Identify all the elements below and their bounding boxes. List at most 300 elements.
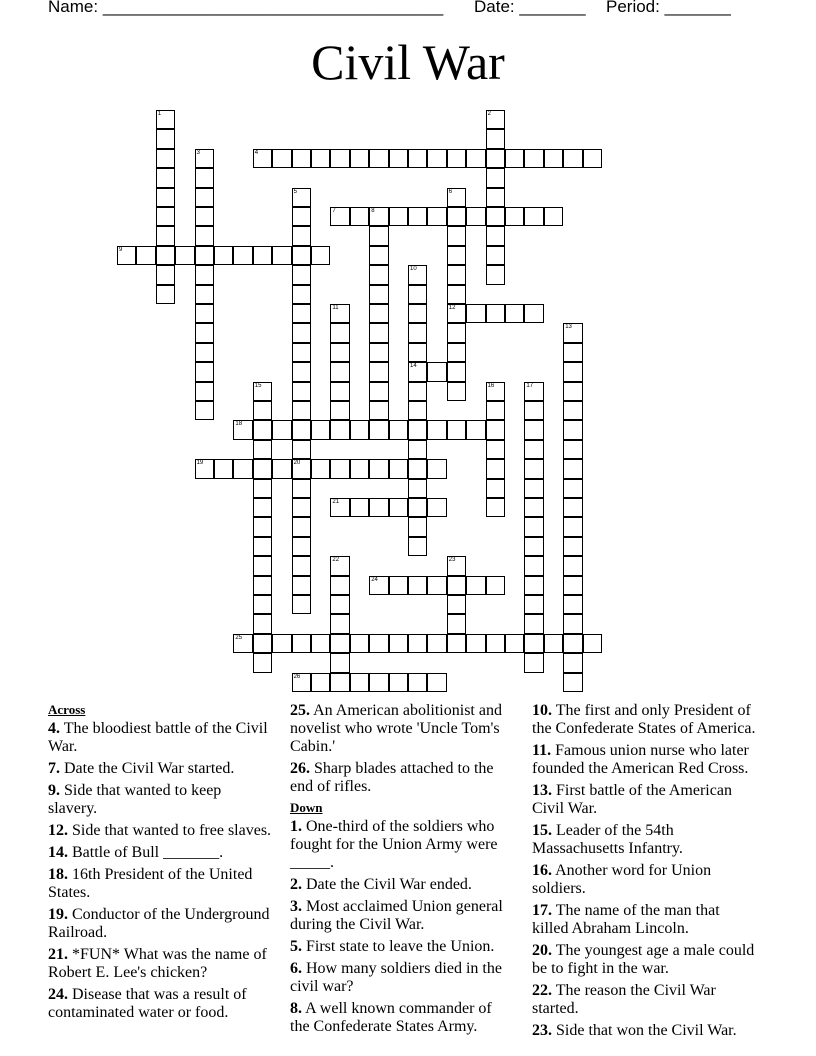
crossword-cell[interactable] — [447, 188, 466, 207]
crossword-cell[interactable] — [563, 382, 582, 401]
crossword-cell[interactable] — [156, 285, 175, 304]
crossword-cell[interactable] — [486, 110, 505, 129]
crossword-cell[interactable] — [330, 595, 349, 614]
crossword-cell[interactable] — [408, 265, 427, 284]
crossword-cell[interactable] — [253, 401, 272, 420]
crossword-cell[interactable] — [447, 420, 466, 439]
crossword-cell[interactable] — [350, 498, 369, 517]
crossword-cell[interactable] — [292, 576, 311, 595]
crossword-cell[interactable] — [524, 382, 543, 401]
crossword-cell[interactable] — [486, 246, 505, 265]
crossword-cell[interactable] — [389, 498, 408, 517]
crossword-cell[interactable] — [427, 576, 446, 595]
crossword-cell[interactable] — [369, 304, 388, 323]
crossword-cell[interactable] — [427, 459, 446, 478]
crossword-cell[interactable] — [330, 207, 349, 226]
crossword-cell[interactable] — [486, 634, 505, 653]
crossword-cell[interactable] — [330, 634, 349, 653]
crossword-cell[interactable] — [563, 420, 582, 439]
crossword-cell[interactable] — [330, 576, 349, 595]
crossword-cell[interactable] — [330, 498, 349, 517]
crossword-cell[interactable] — [505, 634, 524, 653]
name-blank[interactable]: ____________________________________ — [102, 0, 444, 16]
crossword-cell[interactable] — [156, 188, 175, 207]
crossword-cell[interactable] — [486, 440, 505, 459]
crossword-cell[interactable] — [563, 362, 582, 381]
crossword-cell[interactable] — [292, 401, 311, 420]
crossword-cell[interactable] — [486, 382, 505, 401]
clue-number: 3 — [196, 149, 200, 156]
clue-number: 8. — [290, 1000, 302, 1017]
crossword-cell[interactable] — [330, 401, 349, 420]
crossword-cell[interactable] — [292, 304, 311, 323]
crossword-cell[interactable] — [486, 265, 505, 284]
crossword-cell[interactable] — [195, 323, 214, 342]
crossword-cell[interactable] — [369, 401, 388, 420]
crossword-cell[interactable] — [156, 246, 175, 265]
crossword-cell[interactable] — [369, 362, 388, 381]
crossword-cell[interactable] — [563, 517, 582, 536]
crossword-cell[interactable] — [330, 343, 349, 362]
crossword-cell[interactable] — [524, 459, 543, 478]
crossword-cell[interactable] — [292, 343, 311, 362]
crossword-cell[interactable] — [447, 576, 466, 595]
crossword-cell[interactable] — [253, 479, 272, 498]
crossword-cell[interactable] — [292, 188, 311, 207]
crossword-cell[interactable] — [350, 634, 369, 653]
crossword-cell[interactable] — [524, 207, 543, 226]
clue-text: Battle of Bull _______. — [68, 844, 224, 861]
clue-number: 22. — [532, 982, 552, 999]
crossword-cell[interactable] — [524, 304, 543, 323]
crossword-cell[interactable] — [156, 226, 175, 245]
crossword-cell[interactable] — [447, 304, 466, 323]
crossword-cell[interactable] — [486, 207, 505, 226]
crossword-cell[interactable] — [524, 634, 543, 653]
crossword-cell[interactable] — [563, 653, 582, 672]
crossword-cell[interactable] — [544, 207, 563, 226]
crossword-cell[interactable] — [330, 362, 349, 381]
crossword-cell[interactable] — [233, 246, 252, 265]
crossword-cell[interactable] — [330, 304, 349, 323]
crossword-cell[interactable] — [427, 498, 446, 517]
clue-number: 5. — [290, 938, 302, 955]
crossword-cell[interactable] — [486, 226, 505, 245]
crossword-cell[interactable] — [408, 498, 427, 517]
clue-number: 1 — [157, 111, 162, 117]
crossword-cell[interactable] — [486, 129, 505, 148]
crossword-cell[interactable] — [253, 653, 272, 672]
crossword-cell[interactable] — [292, 382, 311, 401]
crossword-cell[interactable] — [369, 323, 388, 342]
crossword-cell[interactable] — [486, 420, 505, 439]
crossword-cell[interactable] — [292, 226, 311, 245]
crossword-cell[interactable] — [563, 537, 582, 556]
crossword-cell[interactable] — [408, 440, 427, 459]
crossword-cell[interactable] — [389, 576, 408, 595]
crossword-cell[interactable] — [447, 149, 466, 168]
crossword-cell[interactable] — [389, 459, 408, 478]
clue-number: 8 — [371, 208, 375, 214]
crossword-cell[interactable] — [292, 246, 311, 265]
clue-item — [290, 938, 515, 956]
crossword-cell[interactable] — [195, 265, 214, 284]
crossword-cell[interactable] — [253, 459, 272, 478]
crossword-cell[interactable] — [524, 595, 543, 614]
crossword-cell[interactable] — [214, 246, 233, 265]
crossword-cell[interactable] — [292, 149, 311, 168]
crossword-cell[interactable] — [369, 285, 388, 304]
crossword-cell[interactable] — [311, 149, 330, 168]
crossword-cell[interactable] — [292, 673, 311, 692]
crossword-cell[interactable] — [524, 576, 543, 595]
crossword-cell[interactable] — [563, 614, 582, 633]
crossword-cell[interactable] — [408, 285, 427, 304]
crossword-cell[interactable] — [253, 614, 272, 633]
crossword-cell[interactable] — [195, 226, 214, 245]
clue-text: Leader of the 54th Massachusetts Infantry. — [532, 822, 683, 857]
crossword-cell[interactable] — [447, 226, 466, 245]
crossword-cell[interactable] — [447, 343, 466, 362]
crossword-cell[interactable] — [253, 382, 272, 401]
crossword-cell[interactable] — [156, 265, 175, 284]
crossword-cell[interactable] — [369, 149, 388, 168]
crossword-cell[interactable] — [447, 382, 466, 401]
crossword-cell[interactable] — [214, 459, 233, 478]
crossword-cell[interactable] — [447, 323, 466, 342]
clue-number: 9 — [119, 246, 123, 253]
crossword-cell[interactable] — [466, 304, 485, 323]
crossword-cell[interactable] — [466, 634, 485, 653]
clue-text: *FUN* What was the name of Robert E. Lee's chicken? — [48, 946, 267, 981]
crossword-cell[interactable] — [272, 246, 291, 265]
clue-column-2 — [290, 702, 515, 1040]
crossword-cell[interactable] — [486, 168, 505, 187]
crossword-cell[interactable] — [292, 285, 311, 304]
clue-number: 4. — [48, 720, 60, 737]
crossword-cell[interactable] — [330, 614, 349, 633]
date-label: Date: — [474, 0, 515, 16]
crossword-cell[interactable] — [563, 401, 582, 420]
crossword-cell[interactable] — [389, 420, 408, 439]
crossword-cell[interactable] — [447, 246, 466, 265]
clue-text: Sharp blades attached to the end of rifles. — [290, 760, 494, 795]
crossword-cell[interactable] — [524, 498, 543, 517]
crossword-cell[interactable] — [292, 479, 311, 498]
crossword-cell[interactable] — [408, 401, 427, 420]
crossword-cell[interactable] — [583, 634, 602, 653]
clue-number: 4 — [254, 149, 259, 156]
crossword-cell[interactable] — [369, 226, 388, 245]
crossword-cell[interactable] — [427, 207, 446, 226]
crossword-cell[interactable] — [389, 673, 408, 692]
crossword-cell[interactable] — [447, 614, 466, 633]
crossword-cell[interactable] — [156, 149, 175, 168]
crossword-cell[interactable] — [524, 479, 543, 498]
crossword-cell[interactable] — [272, 634, 291, 653]
clue-number: 21. — [48, 946, 68, 963]
crossword-cell[interactable] — [311, 420, 330, 439]
crossword-cell[interactable] — [563, 498, 582, 517]
crossword-cell[interactable] — [195, 401, 214, 420]
crossword-cell[interactable] — [253, 498, 272, 517]
crossword-cell[interactable] — [292, 420, 311, 439]
crossword-cell[interactable] — [330, 459, 349, 478]
crossword-cell[interactable] — [136, 246, 155, 265]
crossword-cell[interactable] — [408, 459, 427, 478]
crossword-cell[interactable] — [427, 362, 446, 381]
crossword-cell[interactable] — [466, 576, 485, 595]
crossword-cell[interactable] — [292, 459, 311, 478]
crossword-cell[interactable] — [369, 382, 388, 401]
crossword-cell[interactable] — [369, 673, 388, 692]
crossword-cell[interactable] — [408, 634, 427, 653]
crossword-cell[interactable] — [524, 556, 543, 575]
crossword-cell[interactable] — [563, 595, 582, 614]
clue-number: 1. — [290, 818, 302, 835]
crossword-cell[interactable] — [292, 556, 311, 575]
crossword-cell[interactable] — [447, 265, 466, 284]
crossword-cell[interactable] — [505, 207, 524, 226]
crossword-cell[interactable] — [389, 634, 408, 653]
crossword-cell[interactable] — [466, 420, 485, 439]
crossword-cell[interactable] — [447, 556, 466, 575]
crossword-cell[interactable] — [524, 401, 543, 420]
crossword-cell[interactable] — [486, 576, 505, 595]
clue-text: Disease that was a result of contaminated water or food. — [48, 986, 247, 1021]
crossword-cell[interactable] — [408, 304, 427, 323]
clue-number: 25. — [290, 702, 310, 719]
crossword-cell[interactable] — [330, 673, 349, 692]
crossword-cell[interactable] — [369, 420, 388, 439]
crossword-cell[interactable] — [253, 595, 272, 614]
crossword-cell[interactable] — [330, 149, 349, 168]
crossword-cell[interactable] — [369, 343, 388, 362]
crossword-cell[interactable] — [408, 382, 427, 401]
crossword-cell[interactable] — [311, 673, 330, 692]
crossword-cell[interactable] — [389, 207, 408, 226]
crossword-cell[interactable] — [408, 207, 427, 226]
crossword-cell[interactable] — [253, 537, 272, 556]
crossword-cell[interactable] — [524, 440, 543, 459]
crossword-cell[interactable] — [253, 420, 272, 439]
clue-item — [532, 822, 757, 858]
clue-number: 26. — [290, 760, 310, 777]
crossword-cell[interactable] — [544, 634, 563, 653]
crossword-cell[interactable] — [272, 149, 291, 168]
crossword-cell[interactable] — [408, 673, 427, 692]
crossword-cell[interactable] — [292, 498, 311, 517]
crossword-cell[interactable] — [292, 440, 311, 459]
crossword-cell[interactable] — [563, 479, 582, 498]
crossword-cell[interactable] — [330, 323, 349, 342]
crossword-cell[interactable] — [466, 207, 485, 226]
crossword-cell[interactable] — [350, 420, 369, 439]
clue-text: The name of the man that killed Abraham Lincoln. — [532, 902, 720, 937]
crossword-cell[interactable] — [505, 304, 524, 323]
crossword-cell[interactable] — [369, 207, 388, 226]
crossword-cell[interactable] — [195, 285, 214, 304]
crossword-cell[interactable] — [195, 168, 214, 187]
crossword-cell[interactable] — [563, 673, 582, 692]
crossword-cell[interactable] — [311, 246, 330, 265]
crossword-cell[interactable] — [311, 459, 330, 478]
crossword-cell[interactable] — [350, 149, 369, 168]
crossword-cell[interactable] — [195, 246, 214, 265]
crossword-cell[interactable] — [369, 246, 388, 265]
crossword-cell[interactable] — [253, 556, 272, 575]
crossword-cell[interactable] — [408, 343, 427, 362]
crossword-cell[interactable] — [427, 420, 446, 439]
crossword-cell[interactable] — [350, 459, 369, 478]
crossword-cell[interactable] — [233, 459, 252, 478]
crossword-cell[interactable] — [253, 576, 272, 595]
crossword-cell[interactable] — [408, 517, 427, 536]
crossword-cell[interactable] — [156, 207, 175, 226]
crossword-cell[interactable] — [292, 517, 311, 536]
crossword-cell[interactable] — [544, 149, 563, 168]
crossword-cell[interactable] — [253, 149, 272, 168]
crossword-cell[interactable] — [350, 673, 369, 692]
crossword-cell[interactable] — [117, 246, 136, 265]
crossword-cell[interactable] — [195, 207, 214, 226]
crossword-cell[interactable] — [563, 440, 582, 459]
clue-text: A well known commander of the Confederate States Army. — [290, 1000, 492, 1035]
crossword-cell[interactable] — [292, 265, 311, 284]
crossword-cell[interactable] — [486, 304, 505, 323]
crossword-cell[interactable] — [389, 149, 408, 168]
crossword-cell[interactable] — [253, 440, 272, 459]
crossword-cell[interactable] — [156, 168, 175, 187]
clue-item — [48, 906, 273, 942]
clue-number: 24. — [48, 986, 68, 1003]
crossword-cell[interactable] — [330, 653, 349, 672]
crossword-cell[interactable] — [427, 634, 446, 653]
clue-item — [290, 702, 515, 756]
crossword-cell[interactable] — [195, 304, 214, 323]
crossword-cell[interactable] — [427, 149, 446, 168]
crossword-cell[interactable] — [505, 149, 524, 168]
crossword-cell[interactable] — [292, 207, 311, 226]
crossword-cell[interactable] — [195, 188, 214, 207]
clue-number: 12. — [48, 822, 68, 839]
crossword-cell[interactable] — [156, 110, 175, 129]
crossword-cell[interactable] — [563, 343, 582, 362]
crossword-cell[interactable] — [272, 459, 291, 478]
crossword-cell[interactable] — [369, 634, 388, 653]
crossword-cell[interactable] — [447, 285, 466, 304]
crossword-cell[interactable] — [156, 129, 175, 148]
clue-number: 9. — [48, 782, 60, 799]
crossword-cell[interactable] — [447, 362, 466, 381]
crossword-cell[interactable] — [486, 188, 505, 207]
crossword-cell[interactable] — [369, 265, 388, 284]
crossword-cell[interactable] — [486, 498, 505, 517]
crossword-cell[interactable] — [369, 576, 388, 595]
crossword-cell[interactable] — [408, 362, 427, 381]
crossword-cell[interactable] — [175, 246, 194, 265]
date-blank[interactable]: _______ — [519, 0, 586, 16]
crossword-cell[interactable] — [253, 246, 272, 265]
crossword-cell[interactable] — [427, 673, 446, 692]
crossword-cell[interactable] — [292, 595, 311, 614]
crossword-cell[interactable] — [272, 420, 291, 439]
clue-item — [290, 1000, 515, 1036]
crossword-cell[interactable] — [195, 459, 214, 478]
crossword-cell[interactable] — [408, 149, 427, 168]
crossword-cell[interactable] — [486, 459, 505, 478]
crossword-cell[interactable] — [330, 556, 349, 575]
crossword-cell[interactable] — [563, 459, 582, 478]
crossword-cell[interactable] — [311, 634, 330, 653]
crossword-cell[interactable] — [233, 634, 252, 653]
crossword-cell[interactable] — [447, 595, 466, 614]
crossword-cell[interactable] — [292, 362, 311, 381]
clue-text: Side that won the Civil War. — [552, 1022, 737, 1039]
crossword-cell[interactable] — [195, 362, 214, 381]
crossword-cell[interactable] — [195, 382, 214, 401]
crossword-cell[interactable] — [350, 207, 369, 226]
crossword-cell[interactable] — [330, 420, 349, 439]
crossword-cell[interactable] — [447, 634, 466, 653]
crossword-cell[interactable] — [524, 420, 543, 439]
crossword-cell[interactable] — [524, 537, 543, 556]
clue-text: Side that wanted to free slaves. — [68, 822, 272, 839]
crossword-cell[interactable] — [330, 382, 349, 401]
crossword-cell[interactable] — [563, 149, 582, 168]
crossword-cell[interactable] — [369, 459, 388, 478]
crossword-cell[interactable] — [408, 323, 427, 342]
clue-number: 19 — [196, 460, 204, 467]
clue-number: 15. — [532, 822, 552, 839]
crossword-cell[interactable] — [408, 479, 427, 498]
crossword-cell[interactable] — [486, 479, 505, 498]
clue-item — [290, 960, 515, 996]
crossword-cell[interactable] — [195, 343, 214, 362]
crossword-cell[interactable] — [408, 420, 427, 439]
crossword-cell[interactable] — [486, 401, 505, 420]
clue-number: 13. — [532, 782, 552, 799]
crossword-cell[interactable] — [408, 576, 427, 595]
crossword-cell[interactable] — [195, 149, 214, 168]
crossword-cell[interactable] — [524, 653, 543, 672]
crossword-cell[interactable] — [466, 149, 485, 168]
crossword-cell[interactable] — [563, 323, 582, 342]
crossword-cell[interactable] — [253, 517, 272, 536]
clue-number: 17 — [526, 382, 534, 389]
clue-number: 3. — [290, 898, 302, 915]
crossword-cell[interactable] — [563, 556, 582, 575]
crossword-cell[interactable] — [563, 634, 582, 653]
clue-number: 10 — [410, 266, 417, 273]
clue-number: 14 — [410, 363, 417, 370]
crossword-cell[interactable] — [292, 634, 311, 653]
crossword-cell[interactable] — [447, 207, 466, 226]
crossword-cell[interactable] — [253, 634, 272, 653]
crossword-cell[interactable] — [524, 614, 543, 633]
crossword-cell[interactable] — [408, 537, 427, 556]
crossword-cell[interactable] — [563, 576, 582, 595]
crossword-cell[interactable] — [233, 420, 252, 439]
crossword-cell[interactable] — [524, 517, 543, 536]
crossword-cell[interactable] — [369, 498, 388, 517]
crossword-cell[interactable] — [486, 149, 505, 168]
crossword-cell[interactable] — [524, 149, 543, 168]
period-blank[interactable]: _______ — [664, 0, 731, 16]
crossword-cell[interactable] — [292, 323, 311, 342]
crossword-cell[interactable] — [583, 149, 602, 168]
crossword-cell[interactable] — [292, 537, 311, 556]
